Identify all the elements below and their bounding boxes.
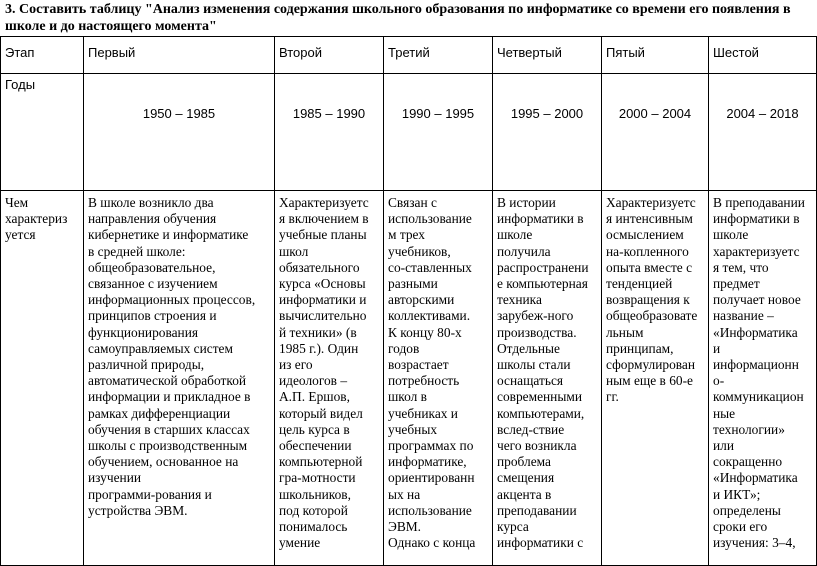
table-header-row [1,37,817,74]
years-label-cell: Годы [1,74,84,191]
header-cell-stage-2: Второй [275,37,384,74]
description-cell-2: Характеризуетс я включением в учебные планы школ обязательного курса «Основы информатики и вычислительно й техники» (в 1985 г.). Один из его идеологов – А.П. Ершов, который видел цель курса в обеспечении компьютерной гра-мотности школьников, под которой понималось умение [275,191,384,566]
task-title: 3. Составить таблицу "Анализ изменения содержания школьного образования по информатике со времени его появления в школе и до настоящего момента" [5,2,791,34]
header-cell-stage-label: Этап [1,37,84,74]
header-cell-stage-3: Третий [384,37,493,74]
description-cell-5: Характеризуетс я интенсивным осмыслением на-копленного опыта вместе с тенденцией возвращения к общеобразовате льным принципам, сформулирован ным еще в 60-е гг. [602,191,709,566]
header-cell-stage-4: Четвертый [493,37,602,74]
header-cell-stage-6: Шестой [709,37,817,74]
years-cell-1: 1950 – 1985 [84,74,275,191]
description-cell-4: В истории информатики в школе получила распространени е компьютерная техника зарубеж-ного производства. Отдельные школы стали оснащаться современными компьютерами, вслед-ствие чего возникла проблема смещения акцента в преподавании курса информатики с [493,191,602,566]
description-row [1,191,817,566]
years-cell-2: 1985 – 1990 [275,74,384,191]
header-cell-stage-1: Первый [84,37,275,74]
years-cell-5: 2000 – 2004 [602,74,709,191]
description-cell-6: В преподавании информатики в школе характеризуетс я тем, что предмет получает новое название – «Информатика и информационн о- коммуникацион ные технологии» или сокращенно «Информатика и ИКТ»; определены сроки его изучения: 3–4, [709,191,817,566]
years-row [1,74,817,191]
years-cell-4: 1995 – 2000 [493,74,602,191]
years-cell-6: 2004 – 2018 [709,74,817,191]
header-cell-stage-5: Пятый [602,37,709,74]
description-label-cell: Чем характериз уется [1,191,84,566]
analysis-table [0,36,817,566]
description-cell-1: В школе возникло два направления обучения кибернетике и информатике в средней школе: общеобразовательное, связанное с изучением информационных процессов, принципов строения и функционирования самоуправляемых систем различной природы, автоматической обработкой информации и прикладное в рамках дифференциации обучения в старших классах школы с производственным обучением, основанное на изучении программи-рования и устройства ЭВМ. [84,191,275,566]
years-cell-3: 1990 – 1995 [384,74,493,191]
description-cell-3: Связан с использование м трех учебников, со-ставленных разными авторскими коллективами. К концу 80-х годов возрастает потребность школ в учебниках и учебных программах по информатике, ориентированн ых на использование ЭВМ. Однако с конца [384,191,493,566]
